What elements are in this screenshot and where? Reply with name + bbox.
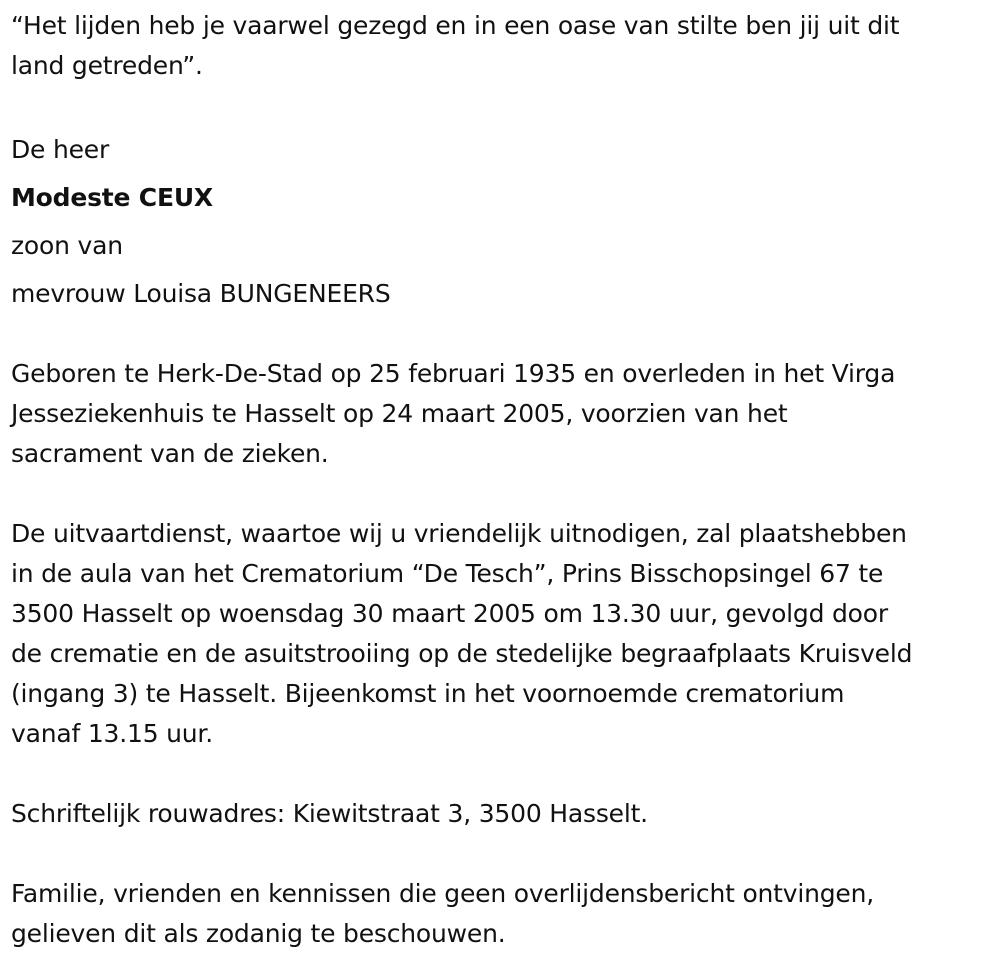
funeral-line: in de aula van het Crematorium “De Tesch”, Prins Bisschopsingel 67 te [11,559,884,588]
notice-line: Familie, vrienden en kennissen die geen overlijdensbericht ontvingen, [11,879,875,908]
funeral-paragraph [11,514,996,754]
deceased-title: De heer [11,135,110,164]
notice-line: gelieven dit als zodanig te beschouwen. [11,919,506,948]
spacer [11,474,996,514]
birth-death-paragraph [11,354,996,474]
motto-line: land getreden”. [11,51,203,80]
deceased-name: Modeste CEUX [11,183,213,212]
deceased-block [11,126,996,318]
spacer [11,754,996,794]
spacer [11,834,996,874]
spacer [11,318,996,354]
funeral-line: vanaf 13.15 uur. [11,719,213,748]
funeral-line: De uitvaartdienst, waartoe wij u vriendelijk uitnodigen, zal plaatshebben [11,519,907,548]
deceased-parent: mevrouw Louisa BUNGENEERS [11,279,391,308]
address-paragraph [11,794,996,834]
birth-death-line: sacrament van de zieken. [11,439,329,468]
motto-quote [11,6,996,86]
deceased-relation: zoon van [11,231,123,260]
birth-death-line: Geboren te Herk-De-Stad op 25 februari 1935 en overleden in het Virga [11,359,896,388]
motto-line: “Het lijden heb je vaarwel gezegd en in een oase van stilte ben jij uit dit [11,11,900,40]
obituary-document [11,6,996,954]
funeral-line: 3500 Hasselt op woensdag 30 maart 2005 om 13.30 uur, gevolgd door [11,599,888,628]
spacer [11,86,996,126]
funeral-line: (ingang 3) te Hasselt. Bijeenkomst in het voornoemde crematorium [11,679,845,708]
funeral-line: de crematie en de asuitstrooiing op de stedelijke begraafplaats Kruisveld [11,639,913,668]
address-line: Schriftelijk rouwadres: Kiewitstraat 3, 3500 Hasselt. [11,799,648,828]
notice-paragraph [11,874,996,954]
birth-death-line: Jesseziekenhuis te Hasselt op 24 maart 2005, voorzien van het [11,399,788,428]
